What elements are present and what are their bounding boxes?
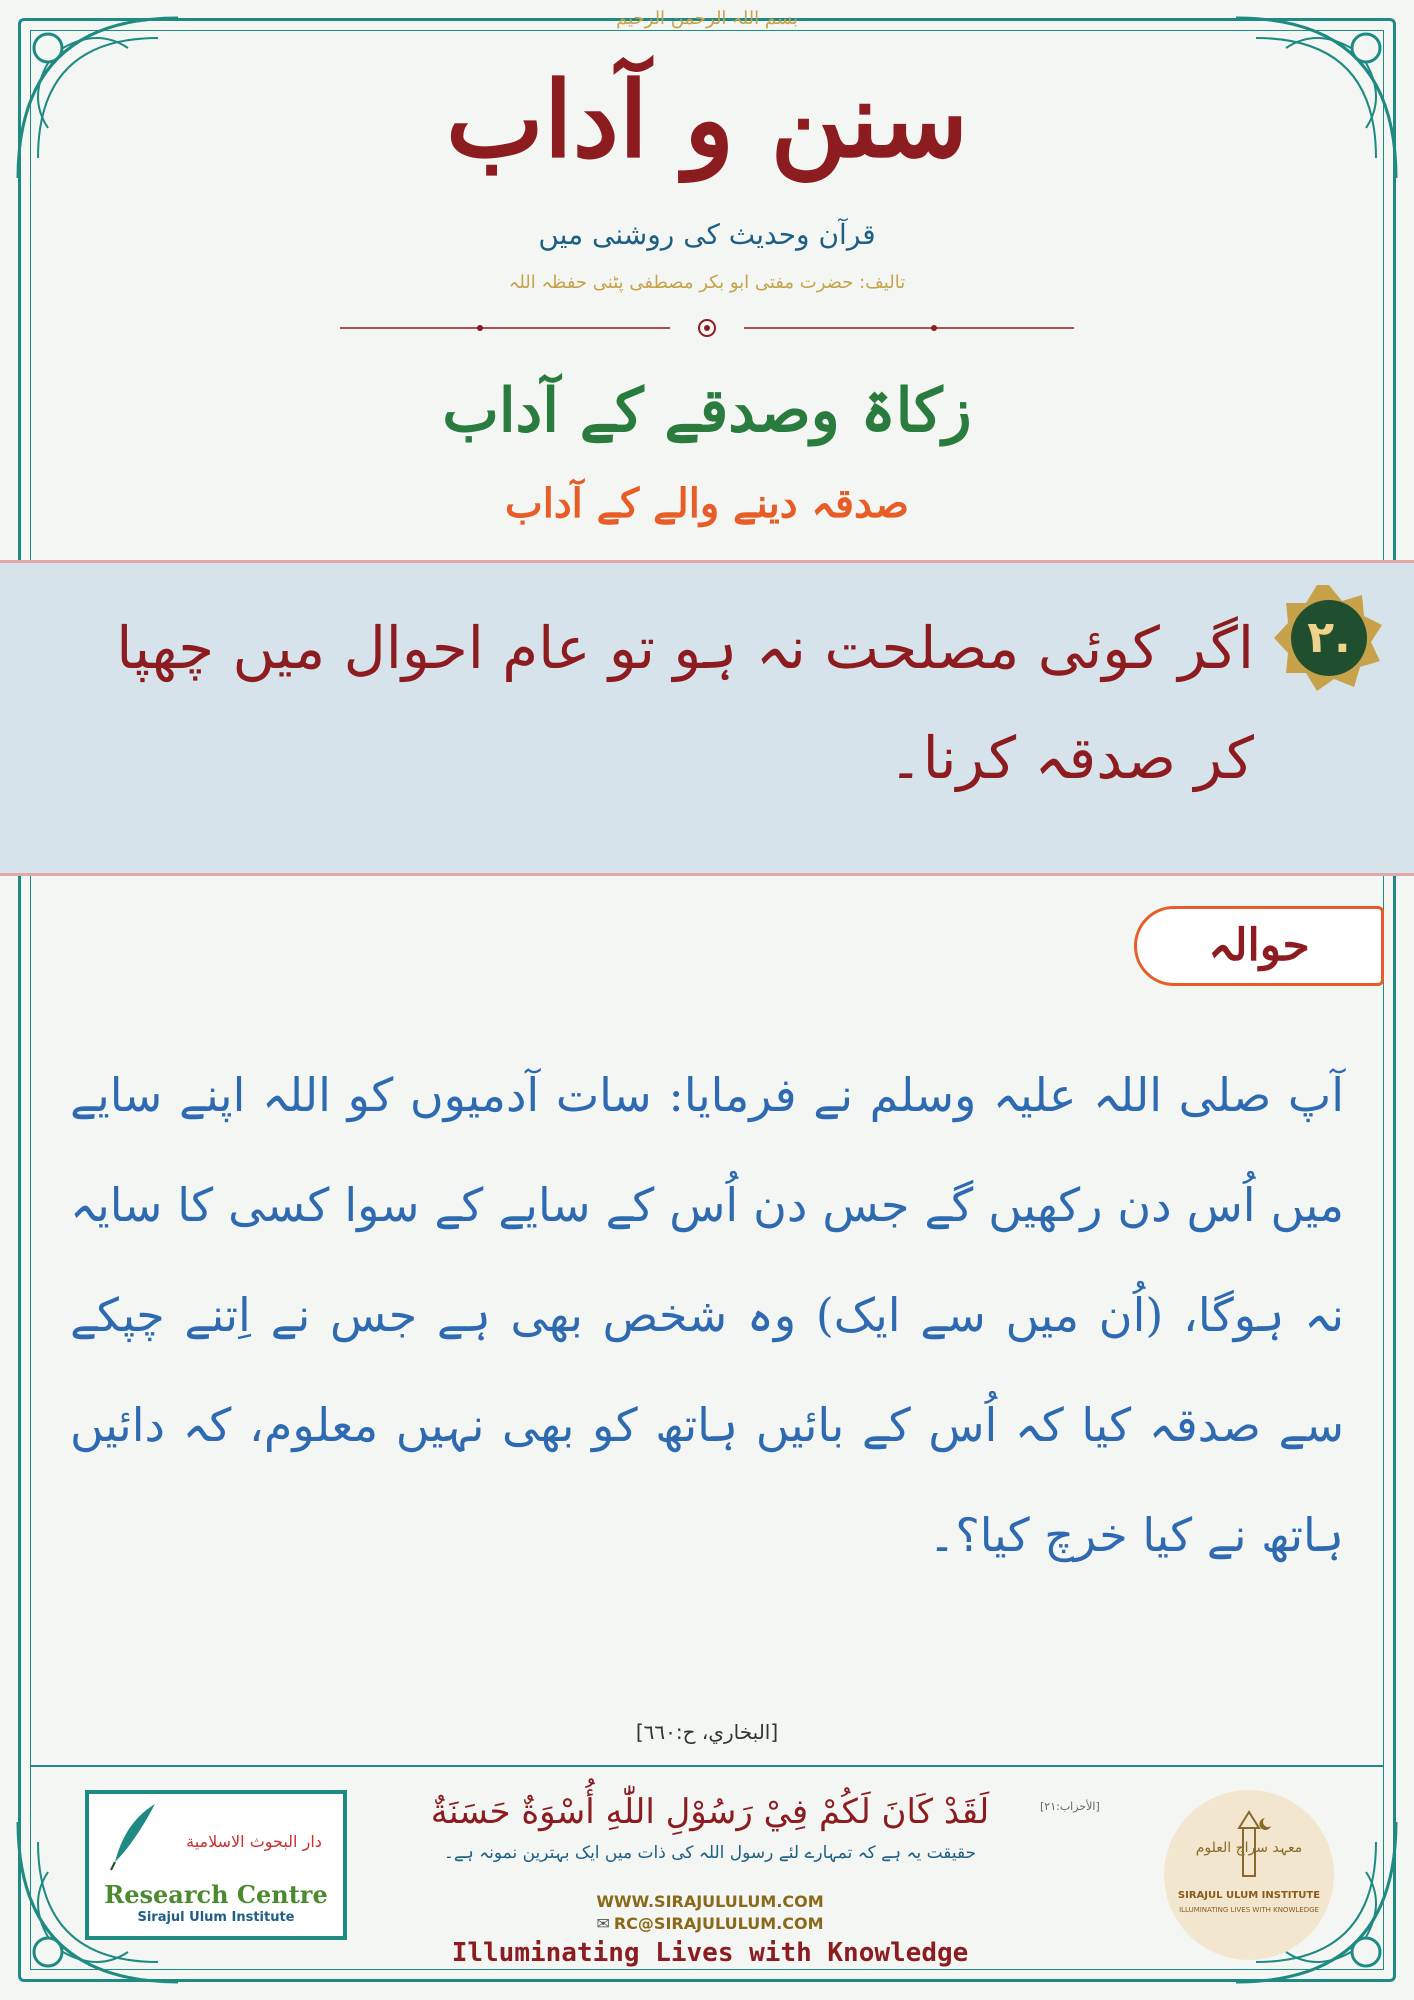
quran-verse: لَقَدْ كَانَ لَكُمْ فِيْ رَسُوْلِ اللّٰهِ أُسْوَةٌ حَسَنَةٌ <box>430 1792 990 1832</box>
tagline: Illuminating Lives with Knowledge <box>451 1938 969 1968</box>
section-title: زکاۃ وصدقے کے آداب <box>442 376 972 446</box>
reference-tab-label: حوالہ <box>1208 920 1310 971</box>
verse-translation: حقیقت یہ ہے کہ تمہارے لئے رسول اللہ کی ذات میں ایک بہترین نمونہ ہے۔ <box>443 1843 977 1863</box>
research-centre-name: Research Centre <box>104 1880 328 1909</box>
author-line: تالیف: حضرت مفتی ابو بکر مصطفی پٹنی حفظہ اللہ <box>508 272 906 293</box>
page-title: سنن و آداب <box>445 58 969 181</box>
institute-logo <box>1164 1790 1334 1960</box>
email-address: RC@SIRAJULULUM.COM <box>613 1914 824 1933</box>
quill-icon <box>105 1802 161 1872</box>
main-point-box <box>0 560 1414 876</box>
section-subtitle: صدقہ دینے والے کے آداب <box>505 480 909 527</box>
website-link[interactable]: WWW.SIRAJULULUM.COM <box>596 1892 824 1911</box>
institute-arabic-name: معہد سراج العلوم <box>1195 1840 1303 1856</box>
ornamental-divider-icon <box>340 318 1074 338</box>
number-badge <box>1274 583 1384 693</box>
page-subtitle: قرآن وحدیث کی روشنی میں <box>538 218 876 251</box>
research-centre-institute: Sirajul Ulum Institute <box>137 1910 295 1925</box>
hadith-source: [البخاري، ح:٦٦٠] <box>635 1720 779 1744</box>
bismillah-calligraphy: بسم اللہ الرحمن الرحیم <box>616 8 798 29</box>
research-centre-arabic: دار البحوث الاسلامية <box>186 1832 322 1851</box>
institute-slogan: ILLUMINATING LIVES WITH KNOWLEDGE <box>1179 1906 1319 1914</box>
research-centre-logo <box>85 1790 347 1940</box>
footer-divider <box>30 1765 1384 1767</box>
email-link[interactable] <box>360 1914 1060 1933</box>
institute-name: SIRAJUL ULUM INSTITUTE <box>1177 1890 1321 1901</box>
page-border <box>18 18 1396 1982</box>
verse-reference: [الأحزاب:٢١] <box>1040 1800 1100 1813</box>
main-point-text: اگر کوئی مصلحت نہ ہو تو عام احوال میں چھپا کر صدقہ کرنا۔ <box>116 614 1254 792</box>
reference-tab <box>1134 906 1384 986</box>
envelope-icon: ✉ <box>596 1914 610 1933</box>
point-number: ۲. <box>1307 612 1351 663</box>
hadith-text: آپ صلی اللہ علیہ وسلم نے فرمایا: سات آدمیوں کو اللہ اپنے سایے میں اُس دن رکھیں گے جس دن اُس کے سایے کے سوا کسی کا سایہ نہ ہوگا، (اُن میں سے ایک) وہ شخص بھی ہے جس نے اِتنے چپکے سے صدقہ کیا کہ اُس کے بائیں ہاتھ کو بھی نہیں معلوم، کہ دائیں ہاتھ نے کیا خرچ کیا؟۔ <box>70 1068 1344 1562</box>
